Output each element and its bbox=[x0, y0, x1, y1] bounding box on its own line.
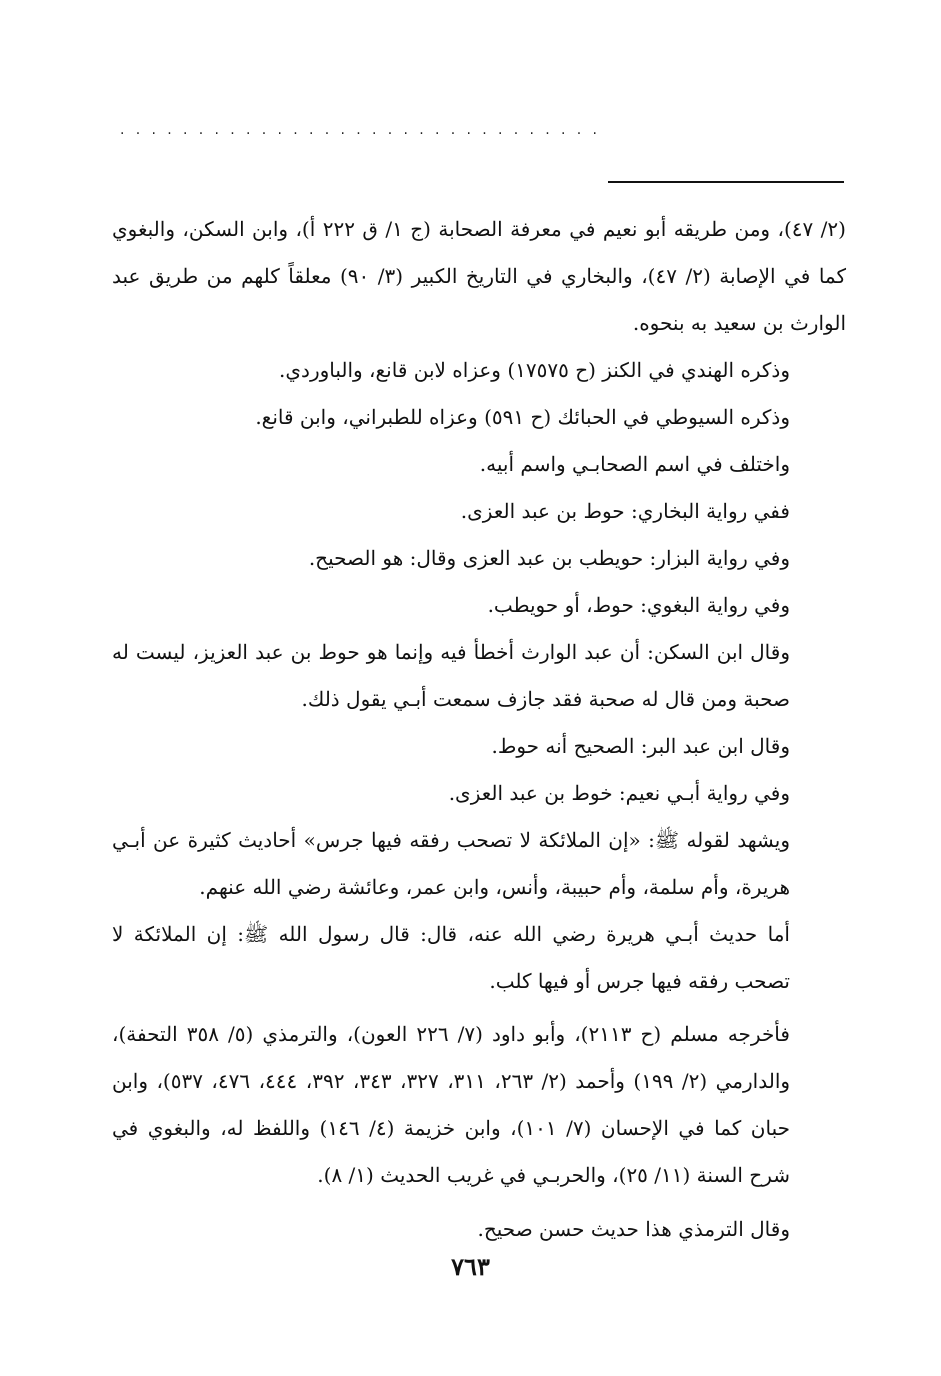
paragraph-ibn-sakan-statement: وقال ابن السكن: أن عبد الوارث أخطأ فيه وإنما هو حوط بن عبد العزيز، ليست له صحبة ومن قال له صحبة فقد جازف سمعت أبـي يقول ذلك. bbox=[112, 640, 790, 711]
paragraph-tirmidhi-verdict: وقال الترمذي هذا حديث حسن صحيح. bbox=[477, 1217, 790, 1241]
paragraph-supporting-hadiths: ويشهد لقوله ﷺ: «إن الملائكة لا تصحب رفقه فيها جرس» أحاديث كثيرة عن أبـي هريرة، وأم سلمة، وأم حبيبة، وأنس، وابن عمر، وعائشة رضي الله عنهم. bbox=[112, 828, 790, 899]
paragraph-name-disagreement: واختلف في اسم الصحابـي واسم أبيه. bbox=[479, 452, 790, 476]
footnote-rule bbox=[608, 181, 844, 183]
paragraph-takhrij-sources: فأخرجه مسلم (ح ٢١١٣)، وأبو داود (٧/ ٢٢٦ العون)، والترمذي (٥/ ٣٥٨ التحفة)، والدارمي (٢/ ١٩٩) وأحمد (٢/ ٢٦٣، ٣١١، ٣٢٧، ٣٤٣، ٣٩٢، ٤٤٤، ٤٧٦، ٥٣٧)، وابن حبان كما في الإحسان (٧/ ١٠١)، وابن خزيمة (٤/ ١٤٦) واللفظ له، والبغوي في شرح السنة (١١/ ٢٥)، والحربـي في غريب الحديث (١/ ٨). bbox=[112, 1022, 791, 1187]
paragraph-suyuti-habaik: وذكره السيوطي في الحبائك (ح ٥٩١) وعزاه للطبراني، وابن قانع. bbox=[255, 405, 790, 429]
paragraph-ibn-abd-al-barr: وقال ابن عبد البر: الصحيح أنه حوط. bbox=[491, 734, 790, 758]
paragraph-abu-nuaym-narration: وفي رواية أبـي نعيم: خوط بن عبد العزى. bbox=[448, 781, 790, 805]
paragraph-bukhari-narration: ففي رواية البخاري: حوط بن عبد العزى. bbox=[460, 499, 790, 523]
paragraph-sources-continued: (٢/ ٤٧)، ومن طريقه أبو نعيم في معرفة الصحابة (ج ١/ ق ٢٢٢ أ)، وابن السكن، والبغوي كما في الإصابة (٢/ ٤٧)، والبخاري في التاريخ الكبير (٣/ ٩٠) معلقاً كلهم من طريق عبد الوارث بن سعيد به بنحوه. bbox=[112, 217, 846, 335]
paragraph-bazzar-narration: وفي رواية البزار: حويطب بن عبد العزى وقال: هو الصحيح. bbox=[308, 546, 790, 570]
paragraph-abu-hurayra-hadith: أما حديث أبـي هريرة رضي الله عنه، قال: قال رسول الله ﷺ: إن الملائكة لا تصحب رفقه فيها جرس أو فيها كلب. bbox=[112, 922, 790, 993]
paragraph-baghawi-narration: وفي رواية البغوي: حوط، أو حويطب. bbox=[487, 593, 790, 617]
paragraph-hindi-kanz: وذكره الهندي في الكنز (ح ١٧٥٧٥) وعزاه لابن قانع، والباوردي. bbox=[279, 358, 790, 382]
page-number: ٧٦٣ bbox=[451, 1252, 490, 1281]
ornamental-dotted-separator: ............................... bbox=[120, 122, 609, 138]
footnote-text-block bbox=[112, 206, 846, 1253]
